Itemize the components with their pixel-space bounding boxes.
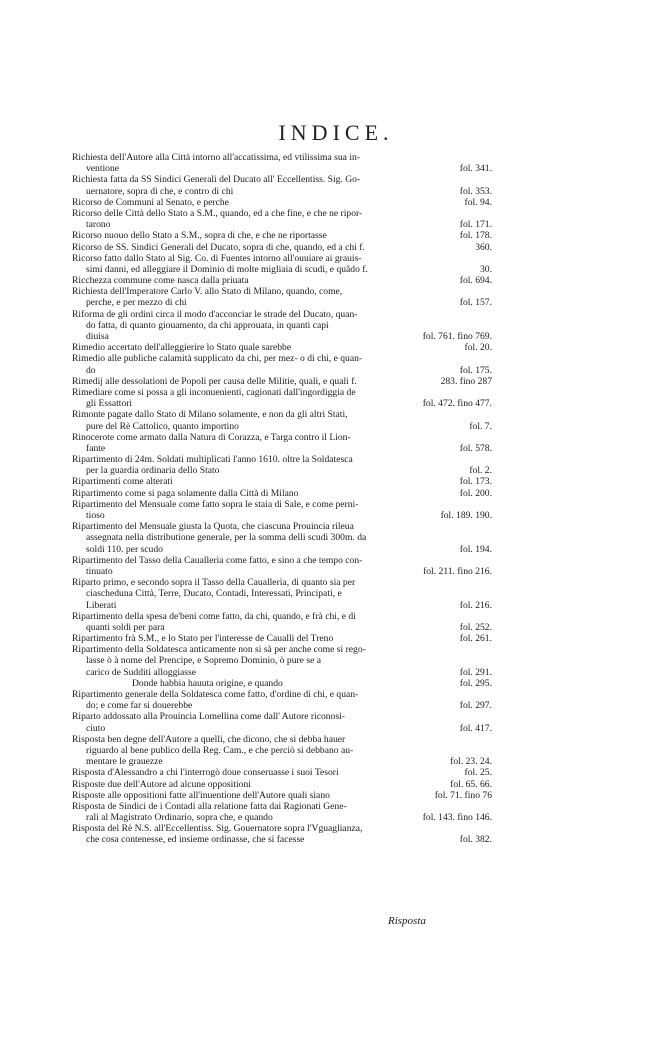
entry-line xyxy=(72,655,492,666)
index-entry xyxy=(72,499,492,521)
index-entry xyxy=(72,286,492,308)
entry-text: diuisa xyxy=(86,331,109,342)
index-entry xyxy=(72,521,492,555)
entry-line xyxy=(72,734,492,745)
entry-text: Ripartimento generale della Soldatesca come fatto, d'ordine di chi, e quan- xyxy=(72,689,359,700)
entry-line xyxy=(72,242,492,253)
entry-text: Ripartimento frà S.M., e lo Stato per l'interesse de Caualli del Treno xyxy=(72,633,334,645)
index-entry xyxy=(72,711,492,733)
entry-text: Risposta del Rè N.S. all'Eccellentiss. Sig. Gouernatore sopra l'Vguaglianza, xyxy=(72,823,363,835)
entry-line xyxy=(72,711,492,722)
entry-line xyxy=(72,689,492,700)
entry-text: Ripartimento del Mensuale come fatto sopra le staia di Sale, e come perni- xyxy=(72,498,359,510)
entry-text: pure del Rè Cattolico, quanto importino xyxy=(86,420,239,432)
index-entry xyxy=(72,644,492,678)
entry-line xyxy=(72,823,492,834)
entry-text: Richiesta dell'Autore alla Città intorno all'accatissima, ed vtilissima sua in- xyxy=(72,152,360,163)
entry-text: tioso xyxy=(86,510,105,521)
entry-line xyxy=(72,376,492,387)
entry-text: Richiesta fatta da SS Sindici Generali del Ducato all' Eccellentiss. Sig. Go- xyxy=(72,174,361,186)
entry-text: perche, e per mezzo di chi xyxy=(86,297,187,309)
index-entry xyxy=(72,823,492,845)
entry-text: Riparto primo, e secondo sopra il Tasso della Cauallerìa, di quanto sia per xyxy=(72,577,356,589)
entry-text: carico de Sudditi alloggiasse xyxy=(86,666,197,678)
folio-reference: fol. 94. xyxy=(462,197,492,208)
entry-text: Risposte alle oppositioni fatte all'inuentione dell'Autore quali siano xyxy=(72,789,330,801)
entry-text: simi danni, ed alleggiare il Dominio di molte migliaia di scudi, e quãdo f. xyxy=(86,263,368,275)
entry-line xyxy=(72,264,492,275)
entry-line xyxy=(72,465,492,476)
entry-text: Rimonte pagate dallo Stato di Milano solamente, e non da gli altri Stati, xyxy=(72,409,348,421)
entry-text: lasse ò à nome del Prencipe, e Sopremo Dominio, ò pure se a xyxy=(86,655,321,667)
folio-reference: fol. 353. xyxy=(457,186,492,197)
folio-reference: fol. 2. xyxy=(466,465,492,476)
folio-reference: 283. fino 287 xyxy=(438,376,492,387)
folio-reference: fol. 7. xyxy=(466,421,492,432)
entry-text: riguardo al bene publico della Reg. Cam., e che perciò si debbano au- xyxy=(86,744,354,756)
folio-reference: fol. 472. fino 477. xyxy=(420,398,492,409)
index-entry xyxy=(72,230,492,241)
entry-line xyxy=(72,476,492,487)
entry-text: Richiesta dell'Imperatore Carlo V. allo Stato di Milano, quando, come, xyxy=(72,286,343,298)
entry-line xyxy=(72,219,492,230)
folio-reference: fol. 23. 24. xyxy=(447,756,492,767)
index-entry xyxy=(72,409,492,431)
entry-text: Riparto addossato alla Prouincia Lomellina come dall' Autore riconosi- xyxy=(72,711,345,723)
entry-text: ventione xyxy=(86,163,120,175)
entry-line xyxy=(72,499,492,510)
entry-text: do; e come far si douerebbe xyxy=(86,700,193,712)
entry-line xyxy=(72,320,492,331)
folio-reference: fol. 65. 66. xyxy=(447,779,492,790)
entry-line xyxy=(72,756,492,767)
index-entry xyxy=(72,555,492,577)
entry-line xyxy=(72,566,492,577)
entry-text: assegnata nella distributione generale, per la somma delli scudi 300m. da xyxy=(86,532,367,544)
folio-reference: fol. 761. fino 769. xyxy=(420,331,492,342)
index-entry xyxy=(72,174,492,196)
index-entry xyxy=(72,152,492,174)
entry-text: Rimedio alle publiche calamità supplicato da chi, per mez- o di chi, e quan- xyxy=(72,353,363,365)
folio-reference: fol. 189. 190. xyxy=(438,510,492,521)
entry-line xyxy=(72,365,492,376)
entry-line xyxy=(72,152,492,163)
entry-line xyxy=(72,186,492,197)
entry-line xyxy=(72,667,492,678)
entry-text: Ripartimento del Mensuale giusta la Quota, che ciascuna Prouincia rileua xyxy=(72,521,354,533)
entry-line xyxy=(72,387,492,398)
folio-reference: 30. xyxy=(477,264,492,275)
index-entry xyxy=(72,253,492,275)
entry-text: per la guardia ordinaria dello Stato xyxy=(86,465,220,477)
entry-line xyxy=(72,812,492,823)
folio-reference: fol. 175. xyxy=(457,365,492,376)
entry-line xyxy=(72,443,492,454)
entry-text: Ricorso delle Città dello Stato a S.M., quando, ed a che fine, e che ne ripor- xyxy=(72,207,363,219)
entry-text: Ricorso fatto dallo Stato al Sig. Co. di Fuentes intorno all'ouuiare ai grauis- xyxy=(72,252,362,264)
entry-text: Rinocerote come armato dalla Natura di Corazza, e Targa contro il Lion- xyxy=(72,431,351,443)
entry-text: Ripartimento della Soldatesca anticamente non si sà per anche come si rego- xyxy=(72,644,366,656)
entry-line xyxy=(72,331,492,342)
folio-reference: fol. 25. xyxy=(462,767,492,778)
entry-line xyxy=(72,678,492,689)
folio-reference: fol. 578. xyxy=(457,443,492,454)
entry-line xyxy=(72,521,492,532)
entry-line xyxy=(72,577,492,588)
entry-line xyxy=(72,174,492,185)
entry-text: do xyxy=(86,364,96,376)
entry-line xyxy=(72,163,492,174)
entry-line xyxy=(72,510,492,521)
folio-reference: fol. 171. xyxy=(457,219,492,230)
entry-line xyxy=(72,633,492,644)
entry-line xyxy=(72,353,492,364)
entry-line xyxy=(72,286,492,297)
folio-reference: fol. 157. xyxy=(457,297,492,308)
folio-reference: fol. 382. xyxy=(457,834,492,845)
entry-line xyxy=(72,644,492,655)
entry-text: quanti soldi per para xyxy=(86,621,165,633)
index-entry xyxy=(72,633,492,644)
index-entry xyxy=(72,801,492,823)
index-entry xyxy=(72,309,492,343)
catchword: Risposta xyxy=(388,915,426,927)
folio-reference: fol. 211. fino 216. xyxy=(420,566,492,577)
index-entry xyxy=(72,197,492,208)
entry-line xyxy=(72,723,492,734)
entry-line xyxy=(72,801,492,812)
folio-reference: fol. 178. xyxy=(457,230,492,241)
folio-reference: fol. 295. xyxy=(457,678,492,689)
entry-text: tinuato xyxy=(86,565,113,577)
entry-line xyxy=(72,611,492,622)
folio-reference: fol. 216. xyxy=(457,600,492,611)
entry-text: Ripartimento del Tasso della Cauallerìa come fatto, e sino a che tempo con- xyxy=(72,554,363,566)
entry-text: Rimediare come si possa a gli inconuenienti, cagionati dall'ingordiggia de xyxy=(72,386,356,398)
entry-text: soldi 110. per scudo xyxy=(86,543,163,555)
folio-reference: fol. 20. xyxy=(462,342,492,353)
index-entry xyxy=(72,734,492,768)
index-entry xyxy=(72,779,492,790)
entry-text: Liberati xyxy=(86,599,117,611)
page-title: INDICE. xyxy=(278,120,394,145)
entry-line xyxy=(72,544,492,555)
folio-reference: fol. 143. fino 146. xyxy=(420,812,492,823)
index-entry xyxy=(72,242,492,253)
entry-text: Risposta ben degne dell'Autore a quelli, che dicono, che si debba hauer xyxy=(72,733,346,745)
entry-line xyxy=(72,488,492,499)
entry-text: Ricorso nuouo dello Stato a S.M., sopra di che, e che ne riportasse xyxy=(72,230,327,242)
entry-text: ciuto xyxy=(86,722,106,734)
entry-text: Rimedio accertato dell'alleggierire lo Stato quale sarebbe xyxy=(72,342,292,354)
index-entry xyxy=(72,353,492,375)
index-entry xyxy=(72,689,492,711)
entry-line xyxy=(72,834,492,845)
entry-text: Risposta d'Alessandro a chi l'interrogò doue conseruasse i suoi Tesori xyxy=(72,767,339,779)
entry-line xyxy=(72,297,492,308)
entry-text: Rimedij alle dessolationi de Popoli per causa delle Militie, quali, e quali f. xyxy=(72,375,357,387)
entry-line xyxy=(72,600,492,611)
entry-text: che cosa contenesse, ed insieme ordinasse, che si facesse xyxy=(86,834,305,846)
entry-line xyxy=(72,779,492,790)
entry-line xyxy=(72,398,492,409)
entry-text: uernatore, sopra di che, e contro di chi xyxy=(86,185,234,197)
entry-line xyxy=(72,421,492,432)
entry-text: Ripartimento della spesa de'beni come fatto, da chi, quando, e frà chi, e di xyxy=(72,610,356,622)
entry-line xyxy=(72,790,492,801)
index-entry xyxy=(72,678,492,689)
index-entry xyxy=(72,577,492,611)
entry-text: rali al Magistrato Ordinario, sopra che, e quando xyxy=(86,812,273,824)
entry-line xyxy=(72,253,492,264)
folio-reference: fol. 71. fino 76 xyxy=(432,790,492,801)
index-entry xyxy=(72,432,492,454)
folio-reference: fol. 194. xyxy=(457,544,492,555)
entry-line xyxy=(72,588,492,599)
folio-reference: fol. 252. xyxy=(457,622,492,633)
index-entry xyxy=(72,275,492,286)
entry-line xyxy=(72,197,492,208)
index-entry xyxy=(72,208,492,230)
folio-reference: fol. 694. xyxy=(457,275,492,286)
folio-reference: fol. 291. xyxy=(457,667,492,678)
entry-text: Ricchezza commune come nasca dalla priuata xyxy=(72,275,249,287)
folio-reference: fol. 173. xyxy=(457,476,492,487)
folio-reference: fol. 261. xyxy=(457,633,492,644)
index-entry xyxy=(72,454,492,476)
entry-line xyxy=(72,409,492,420)
entry-text: gli Essattori xyxy=(86,398,133,410)
index-entry xyxy=(72,342,492,353)
entry-text: Riforma de gli ordini circa il modo d'acconciar le strade del Ducato, quan- xyxy=(72,308,358,320)
entry-line xyxy=(72,230,492,241)
entry-line xyxy=(72,700,492,711)
folio-reference: fol. 417. xyxy=(457,723,492,734)
entry-line xyxy=(72,745,492,756)
entry-text: fante xyxy=(86,442,106,454)
folio-reference: fol. 297. xyxy=(457,700,492,711)
entry-text: tarono xyxy=(86,219,111,231)
index-entry xyxy=(72,488,492,499)
index-entries xyxy=(72,152,492,846)
folio-reference: 360. xyxy=(472,242,492,253)
index-entry xyxy=(72,790,492,801)
index-entry xyxy=(72,376,492,387)
entry-text: Risposta de Sindici de i Contadi alla relatione fatta dai Ragionati Gene- xyxy=(72,800,347,812)
folio-reference: fol. 200. xyxy=(457,488,492,499)
entry-line xyxy=(72,454,492,465)
index-entry xyxy=(72,387,492,409)
entry-text: ciascheduna Città, Terre, Ducato, Contadi, Interessati, Principati, e xyxy=(86,588,342,600)
entry-line xyxy=(72,342,492,353)
entry-line xyxy=(72,532,492,543)
index-entry xyxy=(72,611,492,633)
entry-line xyxy=(72,767,492,778)
entry-text: Ricorso de Communi al Senato, e perche xyxy=(72,196,229,208)
entry-text: Risposte due dell'Autore ad alcune oppositioni xyxy=(72,778,251,790)
entry-text: Ripartimenti come alterati xyxy=(72,476,173,488)
index-entry xyxy=(72,476,492,487)
entry-text: Ricorso de SS. Sindici Generali del Ducato, sopra di che, quando, ed a chi f. xyxy=(72,241,365,253)
entry-text: Ripartimento di 24m. Soldati multiplicati l'anno 1610. oltre la Soldatesca xyxy=(72,454,353,466)
entry-text: do fatta, di quanto giouamento, da chi approuata, in quanti capi xyxy=(86,319,329,331)
entry-line xyxy=(72,432,492,443)
entry-line xyxy=(72,208,492,219)
entry-line xyxy=(72,555,492,566)
entry-text: mentare le grauezze xyxy=(86,756,163,768)
entry-line xyxy=(72,309,492,320)
entry-text: Ripartimento come si paga solamente dalla Città di Milano xyxy=(72,487,299,499)
entry-line xyxy=(72,622,492,633)
index-entry xyxy=(72,767,492,778)
entry-line xyxy=(72,275,492,286)
folio-reference: fol. 341. xyxy=(457,163,492,174)
entry-text: Donde habbia hauuta origine, e quando xyxy=(132,677,283,689)
